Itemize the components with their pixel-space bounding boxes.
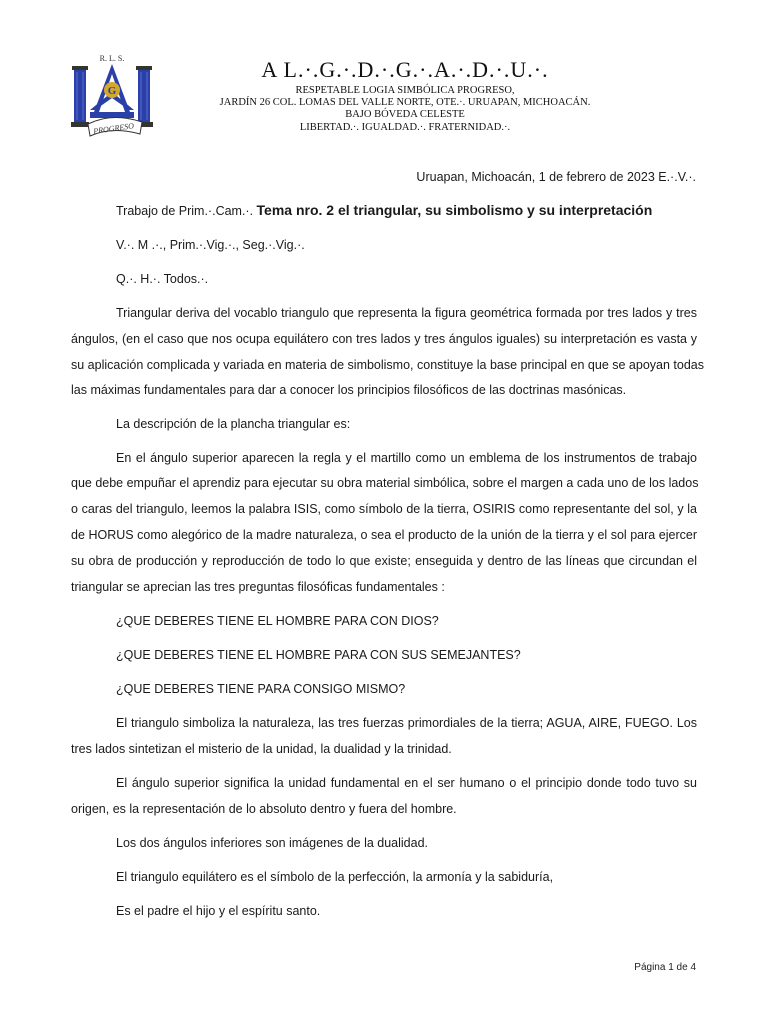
p1-line-4: las máximas fundamentales para dar a conocer los principios filosóficos de las doctrinas masónicas. [71, 383, 627, 397]
logo-top-text: R. L. S. [99, 54, 125, 63]
page-number: Página 1 de 4 [634, 962, 696, 973]
salutation-brothers: Q.·. H.·. Todos.·. [116, 272, 209, 286]
lodge-name: RESPETABLE LOGIA SIMBÓLICA PROGRESO, [295, 85, 515, 96]
p1-line-1: Triangular deriva del vocablo triangulo que representa la figura geométrica formada por tres lados y tres [116, 306, 697, 320]
question-2: ¿QUE DEBERES TIENE EL HOMBRE PARA CON SUS SEMEJANTES? [116, 648, 521, 662]
subject-line [116, 202, 697, 218]
lodge-vault: BAJO BÓVEDA CELESTE [345, 109, 465, 120]
p4-line-2: tres lados sintetizan el misterio de la unidad, la dualidad y la trinidad. [71, 742, 452, 756]
salutation-officers: V.·. M .·., Prim.·.Vig.·., Seg.·.Vig.·. [116, 238, 305, 252]
masonic-logo-icon [66, 52, 158, 140]
p6-line: Los dos ángulos inferiores son imágenes de la dualidad. [116, 836, 429, 850]
p1-line-3: su aplicación complicada y variada en materia de simbolismo, constituye la base principal en que se apoyan todas [71, 358, 704, 372]
p3-line-2: que debe empuñar el aprendiz para ejecutar su obra material simbólica, sobre el margen a cada uno de los lados [71, 476, 699, 490]
p3-line-3: o caras del triangulo, leemos la palabra ISIS, como símbolo de la tierra, OSIRIS como representante del sol, y la [71, 502, 697, 516]
p5-line-2: origen, es la representación de lo absoluto dentro y fuera del hombre. [71, 802, 457, 816]
p8-line: Es el padre el hijo y el espíritu santo. [116, 904, 321, 918]
question-3: ¿QUE DEBERES TIENE PARA CONSIGO MISMO? [116, 682, 406, 696]
p3-line-5: su obra de producción y reproducción de todo lo que existe; enseguida y dentro de las líneas que circundan el [71, 554, 697, 568]
p2-line: La descripción de la plancha triangular es: [116, 417, 351, 431]
p7-line: El triangulo equilátero es el símbolo de la perfección, la armonía y la sabiduría, [116, 870, 554, 884]
logo-banner-text: PROGRESO [92, 121, 135, 136]
lodge-address: JARDÍN 26 COL. LOMAS DEL VALLE NORTE, OTE.·. URUAPAN, MICHOACÁN. [219, 97, 591, 108]
svg-text:G: G [107, 85, 117, 97]
p3-line-1: En el ángulo superior aparecen la regla y el martillo como un emblema de los instrumentos de trabajo [116, 451, 697, 465]
p5-line-1: El ángulo superior significa la unidad fundamental en el ser humano o el principio donde todo tuvo su [116, 776, 697, 790]
p3-line-6: triangular se aprecian las tres preguntas filosóficas fundamentales : [71, 580, 445, 594]
p1-line-2: ángulos, (en el caso que nos ocupa equilátero con tres lados y tres ángulos iguales) su interpretación es vasta y [71, 332, 697, 346]
date-line: Uruapan, Michoacán, 1 de febrero de 2023 E.·.V.·. [416, 170, 696, 184]
p3-line-4: de HORUS como alegórico de la madre naturaleza, o sea el producto de la unión de la tierra y el sol para ejercer [71, 528, 697, 542]
header-title: A L.·.G.·.D.·.G.·.A.·.D.·.U.·. [261, 57, 549, 82]
subject-label: Trabajo de Prim.·.Cam.·. [116, 204, 257, 218]
subject-title: Tema nro. 2 el triangular, su simbolismo y su interpretación [256, 202, 653, 218]
question-1: ¿QUE DEBERES TIENE EL HOMBRE PARA CON DIOS? [116, 614, 439, 628]
lodge-motto: LIBERTAD.·. IGUALDAD.·. FRATERNIDAD.·. [299, 122, 511, 133]
p4-line-1: El triangulo simboliza la naturaleza, las tres fuerzas primordiales de la tierra; AGUA, AIRE, FUEGO. Los [116, 716, 697, 730]
